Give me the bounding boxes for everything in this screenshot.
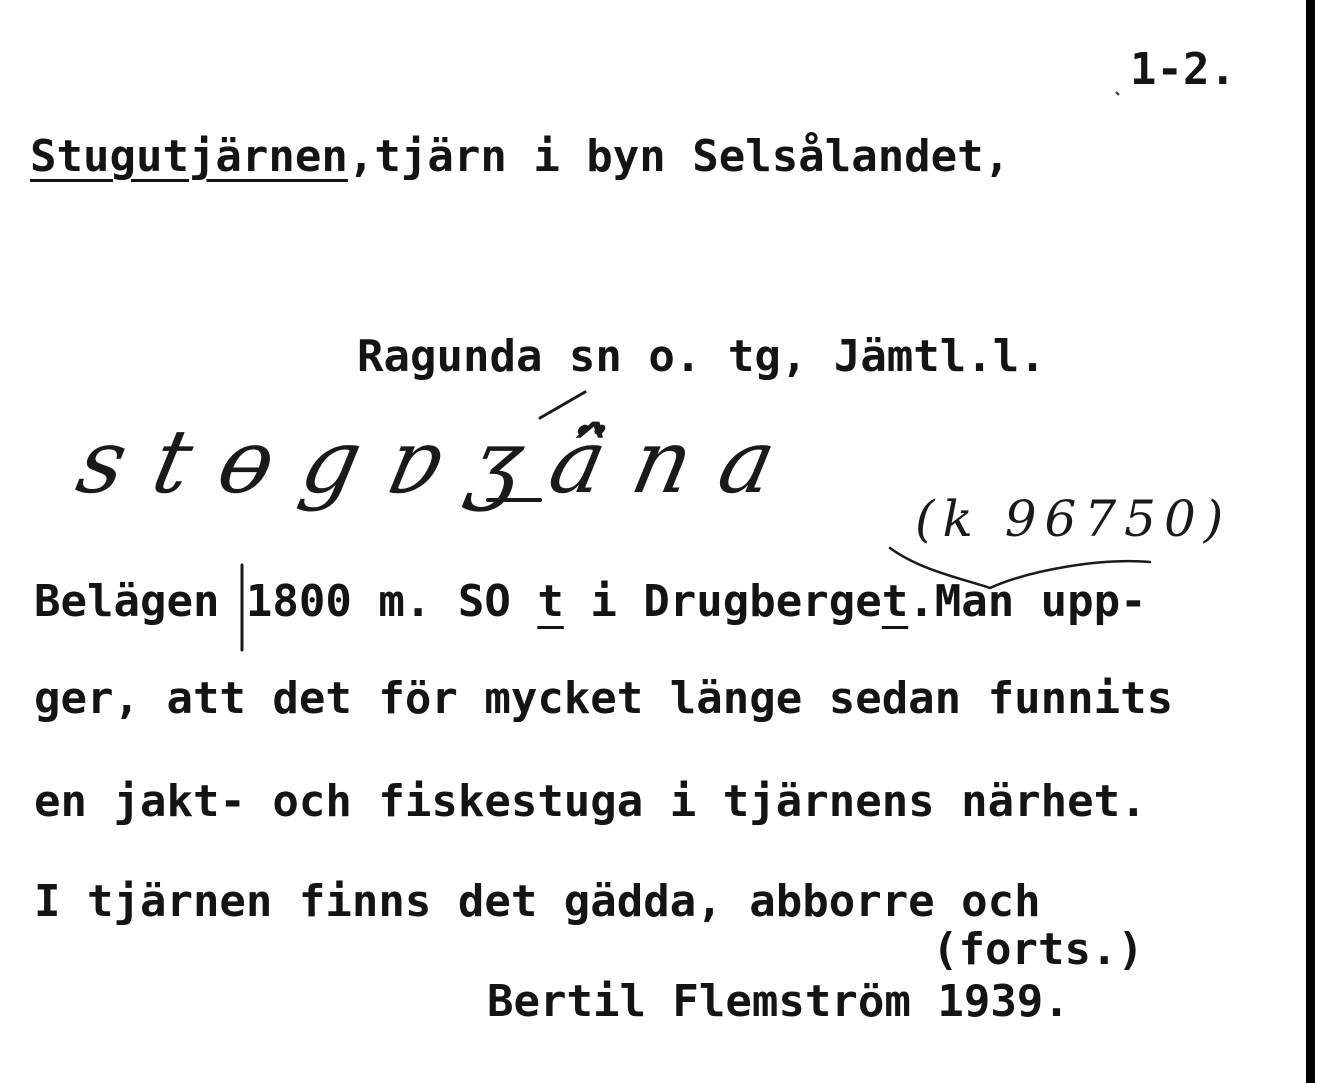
body-line-3: en jakt- och fiskestuga i tjärnens närhet. [34,776,1147,827]
body-line-1-prefix: Belägen 1800 m. SO [34,576,538,627]
dialect-pronunciation: stɵgɐʒä̂na [69,410,815,513]
continued-note: (forts.) [932,924,1144,975]
body-line-1 [34,576,1147,627]
signature: Bertil Flemström 1939. [487,976,1070,1027]
parish-line: Ragunda sn o. tg, Jämtl.l. [357,331,1046,382]
card-right-edge [1306,0,1315,1083]
body-line-1-mid: i Drugberge [563,576,882,627]
headword: Stugutjärnen [30,131,348,182]
headline [30,131,1011,182]
map-reference: (k 96750) [915,490,1232,548]
card-number: 1-2. [1130,44,1236,95]
scan-speck [1116,92,1119,95]
body-line-1-mark-2: t [881,576,909,627]
body-line-4: I tjärnen finns det gädda, abborre och [34,876,1041,927]
body-line-2: ger, att det för mycket länge sedan funnits [34,673,1174,724]
body-line-1-mark: t [537,576,564,627]
body-line-1-suffix: .Man upp- [908,576,1147,627]
headline-rest: ,tjärn i byn Selsålandet, [347,131,1011,182]
